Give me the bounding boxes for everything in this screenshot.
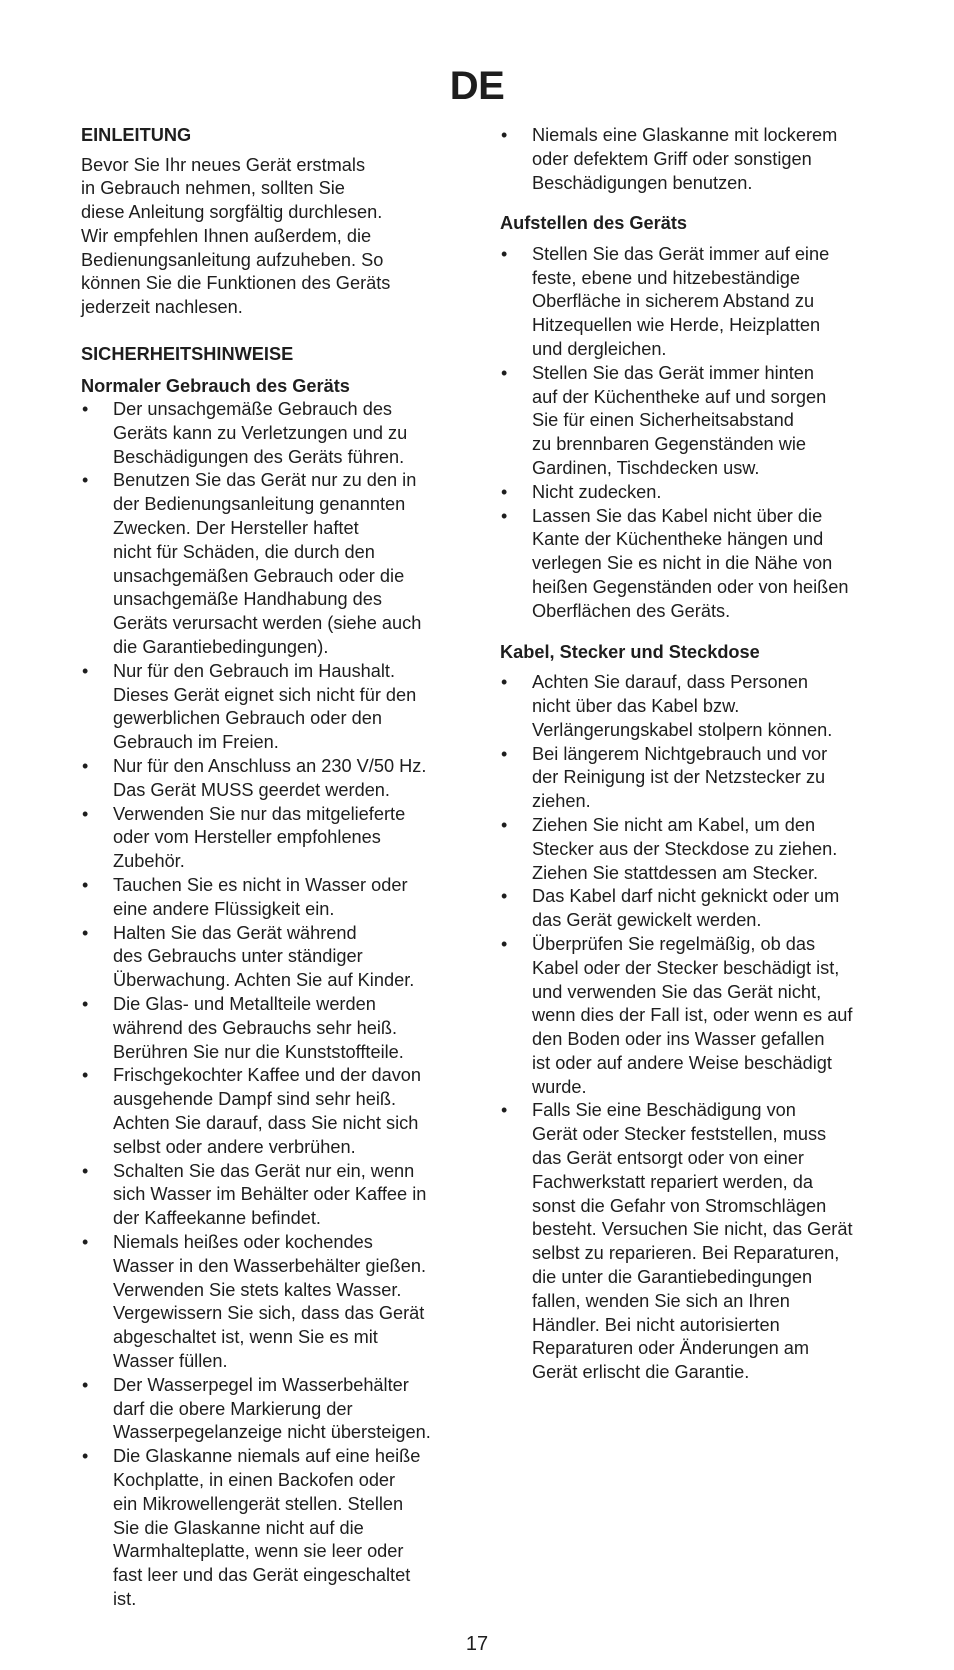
list-item-line: Dieses Gerät eignet sich nicht für den <box>113 684 417 705</box>
list-item-line: der Reinigung ist der Netzstecker zu <box>532 767 826 788</box>
bullet-icon: • <box>501 362 508 383</box>
list-item-line: Lassen Sie das Kabel nicht über die <box>532 505 823 526</box>
list-item-line: das Gerät entsorgt oder von einer <box>532 1148 804 1169</box>
list-item-line: Die Glaskanne niemals auf eine heiße <box>113 1446 421 1467</box>
normal-use-list <box>81 398 471 1612</box>
list-item-line: abgeschaltet ist, wenn Sie es mit <box>113 1327 378 1348</box>
list-item <box>500 124 895 195</box>
list-item-line: Warmhalteplatte, wenn sie leer oder <box>113 1541 404 1562</box>
list-item <box>81 803 471 874</box>
list-item <box>81 1374 471 1445</box>
list-item-line: Tauchen Sie es nicht in Wasser oder <box>113 875 408 896</box>
list-item-line: Verlängerungskabel stolpern können. <box>532 719 833 740</box>
list-item <box>500 362 895 481</box>
list-item-line: Verwenden Sie stets kaltes Wasser. <box>113 1279 402 1300</box>
page-number: 17 <box>465 1633 489 1655</box>
bullet-icon: • <box>82 1231 89 1252</box>
list-item-line: Überwachung. Achten Sie auf Kinder. <box>113 970 415 991</box>
list-item-line: der Bedienungsanleitung genannten <box>113 494 406 515</box>
list-item-line: Achten Sie darauf, dass Sie nicht sich <box>113 1112 419 1133</box>
list-item-line: Stecker aus der Steckdose zu ziehen. <box>532 838 838 859</box>
bullet-icon: • <box>82 660 89 681</box>
list-item-line: die unter die Garantiebedingungen <box>532 1267 813 1288</box>
intro-line: können Sie die Funktionen des Geräts <box>81 273 391 294</box>
list-item-line: Gerät oder Stecker feststellen, muss <box>532 1124 827 1145</box>
list-item-line: Sie für einen Sicherheitsabstand <box>532 410 794 431</box>
list-item-line: Stellen Sie das Gerät immer hinten <box>532 362 815 383</box>
list-item-line: selbst zu reparieren. Bei Reparaturen, <box>532 1243 840 1264</box>
list-item-line: sonst die Gefahr von Stromschlägen <box>532 1195 827 1216</box>
list-item-line: Bei längerem Nichtgebrauch und vor <box>532 743 828 764</box>
list-item-line: Benutzen Sie das Gerät nur zu den in <box>113 470 417 491</box>
bullet-icon: • <box>82 756 89 777</box>
list-item <box>81 755 471 803</box>
bullet-icon: • <box>501 886 508 907</box>
list-item-line: selbst oder andere verbrühen. <box>113 1136 356 1157</box>
placement-heading: Aufstellen des Geräts <box>500 213 687 234</box>
bullet-icon: • <box>82 1374 89 1395</box>
list-item-line: den Boden oder ins Wasser gefallen <box>532 1029 825 1050</box>
list-item-line: Der unsachgemäße Gebrauch des <box>113 399 393 420</box>
list-item-line: eine andere Flüssigkeit ein. <box>113 898 335 919</box>
list-item <box>500 743 895 814</box>
list-item-line: Das Kabel darf nicht geknickt oder um <box>532 886 840 907</box>
list-item <box>81 874 471 922</box>
list-item-line: Wasserpegelanzeige nicht übersteigen. <box>113 1422 431 1443</box>
list-item-line: zu brennbaren Gegenständen wie <box>532 434 807 455</box>
list-item-line: Berühren Sie nur die Kunststoffteile. <box>113 1041 404 1062</box>
bullet-icon: • <box>82 803 89 824</box>
bullet-icon: • <box>501 814 508 835</box>
bullet-icon: • <box>82 994 89 1014</box>
list-item-line: Verwenden Sie nur das mitgelieferte <box>113 803 406 824</box>
list-item <box>81 660 471 755</box>
normal-use-heading: Normaler Gebrauch des Geräts <box>81 375 350 396</box>
list-item-line: Gerät erlischt die Garantie. <box>532 1362 750 1383</box>
list-item-line: Nicht zudecken. <box>532 481 662 502</box>
list-item-line: fallen, wenden Sie sich an Ihren <box>532 1290 790 1311</box>
bullet-icon: • <box>82 1160 89 1181</box>
list-item-line: sich Wasser im Behälter oder Kaffee in <box>113 1184 427 1205</box>
list-item <box>81 469 471 659</box>
list-item-line: und verwenden Sie das Gerät nicht, <box>532 981 822 1002</box>
list-item-line: Beschädigungen des Geräts führen. <box>113 446 405 467</box>
list-item-line: Ziehen Sie nicht am Kabel, um den <box>532 814 816 835</box>
list-item-line: Niemals eine Glaskanne mit lockerem <box>532 125 838 145</box>
list-item-line: Reparaturen oder Änderungen am <box>532 1338 810 1359</box>
cable-list <box>500 671 895 1385</box>
list-item <box>81 1231 471 1374</box>
list-item-line: Halten Sie das Gerät während <box>113 922 357 943</box>
list-item-line: Niemals heißes oder kochendes <box>113 1231 373 1252</box>
bullet-icon: • <box>82 470 89 491</box>
list-item-line: Nur für den Gebrauch im Haushalt. <box>113 660 396 681</box>
list-item-line: oder vom Hersteller empfohlenes <box>113 827 381 848</box>
list-item-line: das Gerät gewickelt werden. <box>532 910 762 931</box>
page-language-heading: DE <box>449 64 505 108</box>
list-item-line: Gebrauch im Freien. <box>113 732 279 753</box>
list-item-line: Beschädigungen benutzen. <box>532 172 753 193</box>
list-item <box>500 671 895 742</box>
bullet-icon: • <box>82 922 89 943</box>
placement-list <box>500 243 895 624</box>
list-item-line: Frischgekochter Kaffee und der davon <box>113 1065 422 1086</box>
list-item-line: Kante der Küchentheke hängen und <box>532 529 824 550</box>
list-item-line: Händler. Bei nicht autorisierten <box>532 1314 780 1335</box>
list-item-line: unsachgemäße Handhabung des <box>113 589 382 610</box>
list-item-line: Ziehen Sie stattdessen am Stecker. <box>532 862 819 883</box>
list-item-line: Zubehör. <box>113 851 185 872</box>
list-item-line: Wasser füllen. <box>113 1350 228 1371</box>
list-item-line: Überprüfen Sie regelmäßig, ob das <box>532 933 816 954</box>
list-item <box>81 922 471 993</box>
list-item <box>500 505 895 624</box>
list-item-line: Vergewissern Sie sich, dass das Gerät <box>113 1303 425 1324</box>
list-item-line: Fachwerkstatt repariert werden, da <box>532 1171 814 1192</box>
list-item-line: oder defektem Griff oder sonstigen <box>532 148 812 169</box>
safety-heading: SICHERHEITSHINWEISE <box>81 344 294 365</box>
list-item-line: Gardinen, Tischdecken usw. <box>532 458 760 479</box>
list-item-line: Falls Sie eine Beschädigung von <box>532 1100 796 1121</box>
list-item-line: besteht. Versuchen Sie nicht, das Gerät <box>532 1219 853 1240</box>
intro-line: Bedienungsanleitung aufzuheben. So <box>81 249 384 270</box>
list-item-line: Die Glas- und Metallteile werden <box>113 994 376 1014</box>
list-item <box>81 993 471 1064</box>
bullet-icon: • <box>501 743 508 764</box>
list-item <box>81 398 471 469</box>
list-item <box>81 1445 471 1612</box>
list-item-line: Zwecken. Der Hersteller haftet <box>113 518 359 539</box>
list-item-line: Oberfläche in sicherem Abstand zu <box>532 291 815 312</box>
list-item-line: verlegen Sie es nicht in die Nähe von <box>532 553 833 574</box>
list-item-line: die Garantiebedingungen). <box>113 637 329 658</box>
bullet-icon: • <box>82 1065 89 1086</box>
list-item-line: feste, ebene und hitzebeständige <box>532 267 800 288</box>
list-item-line: Kochplatte, in einen Backofen oder <box>113 1469 396 1490</box>
list-item-line: ist. <box>113 1588 137 1609</box>
list-item-line: Nur für den Anschluss an 230 V/50 Hz. <box>113 756 427 777</box>
list-item-line: Das Gerät MUSS geerdet werden. <box>113 779 390 800</box>
list-item-line: nicht über das Kabel bzw. <box>532 695 740 716</box>
intro-line: jederzeit nachlesen. <box>81 297 243 318</box>
list-item-line: darf die obere Markierung der <box>113 1398 353 1419</box>
bullet-icon: • <box>82 399 89 420</box>
list-item-line: fast leer und das Gerät eingeschaltet <box>113 1565 411 1586</box>
list-item <box>500 243 895 362</box>
list-item-line: Schalten Sie das Gerät nur ein, wenn <box>113 1160 415 1181</box>
intro-paragraph <box>81 154 471 321</box>
left-column <box>81 124 471 1612</box>
intro-line: diese Anleitung sorgfältig durchlesen. <box>81 202 383 223</box>
list-item-line: Geräts verursacht werden (siehe auch <box>113 613 422 634</box>
list-item-line: Hitzequellen wie Herde, Heizplatten <box>532 315 821 336</box>
cable-heading: Kabel, Stecker und Steckdose <box>500 641 760 662</box>
list-item-line: des Gebrauchs unter ständiger <box>113 946 363 967</box>
list-item-line: heißen Gegenständen oder von heißen <box>532 577 849 598</box>
bullet-icon: • <box>501 933 508 954</box>
bullet-icon: • <box>501 505 508 526</box>
intro-line: Wir empfehlen Ihnen außerdem, die <box>81 225 372 246</box>
list-item-line: der Kaffeekanne befindet. <box>113 1208 321 1229</box>
list-item <box>500 933 895 1100</box>
list-item-line: Kabel oder der Stecker beschädigt ist, <box>532 957 840 978</box>
list-item <box>81 1160 471 1231</box>
list-item-line: Achten Sie darauf, dass Personen <box>532 672 809 693</box>
list-item-line: Geräts kann zu Verletzungen und zu <box>113 422 408 443</box>
bullet-icon: • <box>501 481 508 502</box>
list-item-line: Stellen Sie das Gerät immer auf eine <box>532 243 830 264</box>
list-item-line: und dergleichen. <box>532 339 667 360</box>
bullet-icon: • <box>501 243 508 264</box>
list-item-line: Wasser in den Wasserbehälter gießen. <box>113 1255 427 1276</box>
bullet-icon: • <box>82 1446 89 1467</box>
list-item-line: unsachgemäßen Gebrauch oder die <box>113 565 405 586</box>
intro-line: Bevor Sie Ihr neues Gerät erstmals <box>81 154 366 175</box>
list-item-line: wurde. <box>532 1076 587 1097</box>
intro-line: in Gebrauch nehmen, sollten Sie <box>81 178 345 199</box>
list-item <box>500 1099 895 1385</box>
list-item-line: gewerblichen Gebrauch oder den <box>113 708 382 729</box>
list-item-line: wenn dies der Fall ist, oder wenn es auf <box>532 1005 853 1026</box>
right-column <box>500 124 895 1385</box>
list-item-line: Oberflächen des Geräts. <box>532 600 731 621</box>
list-item-line: Sie die Glaskanne nicht auf die <box>113 1517 364 1538</box>
list-item-line: nicht für Schäden, die durch den <box>113 541 375 562</box>
intro-heading: EINLEITUNG <box>81 125 192 145</box>
bullet-icon: • <box>501 125 508 145</box>
bullet-icon: • <box>501 1100 508 1121</box>
list-item-line: während des Gebrauchs sehr heiß. <box>113 1017 398 1038</box>
list-item-line: ein Mikrowellengerät stellen. Stellen <box>113 1493 404 1514</box>
bullet-icon: • <box>82 875 89 896</box>
list-item <box>81 1064 471 1159</box>
list-item-line: ausgehende Dampf sind sehr heiß. <box>113 1089 397 1110</box>
glass-jug-list <box>500 124 895 195</box>
list-item <box>500 814 895 885</box>
bullet-icon: • <box>501 672 508 693</box>
list-item-line: auf der Küchentheke auf und sorgen <box>532 386 827 407</box>
list-item <box>500 481 895 505</box>
list-item-line: ziehen. <box>532 791 591 812</box>
list-item-line: Der Wasserpegel im Wasserbehälter <box>113 1374 409 1395</box>
list-item <box>500 885 895 933</box>
list-item-line: ist oder auf andere Weise beschädigt <box>532 1052 832 1073</box>
